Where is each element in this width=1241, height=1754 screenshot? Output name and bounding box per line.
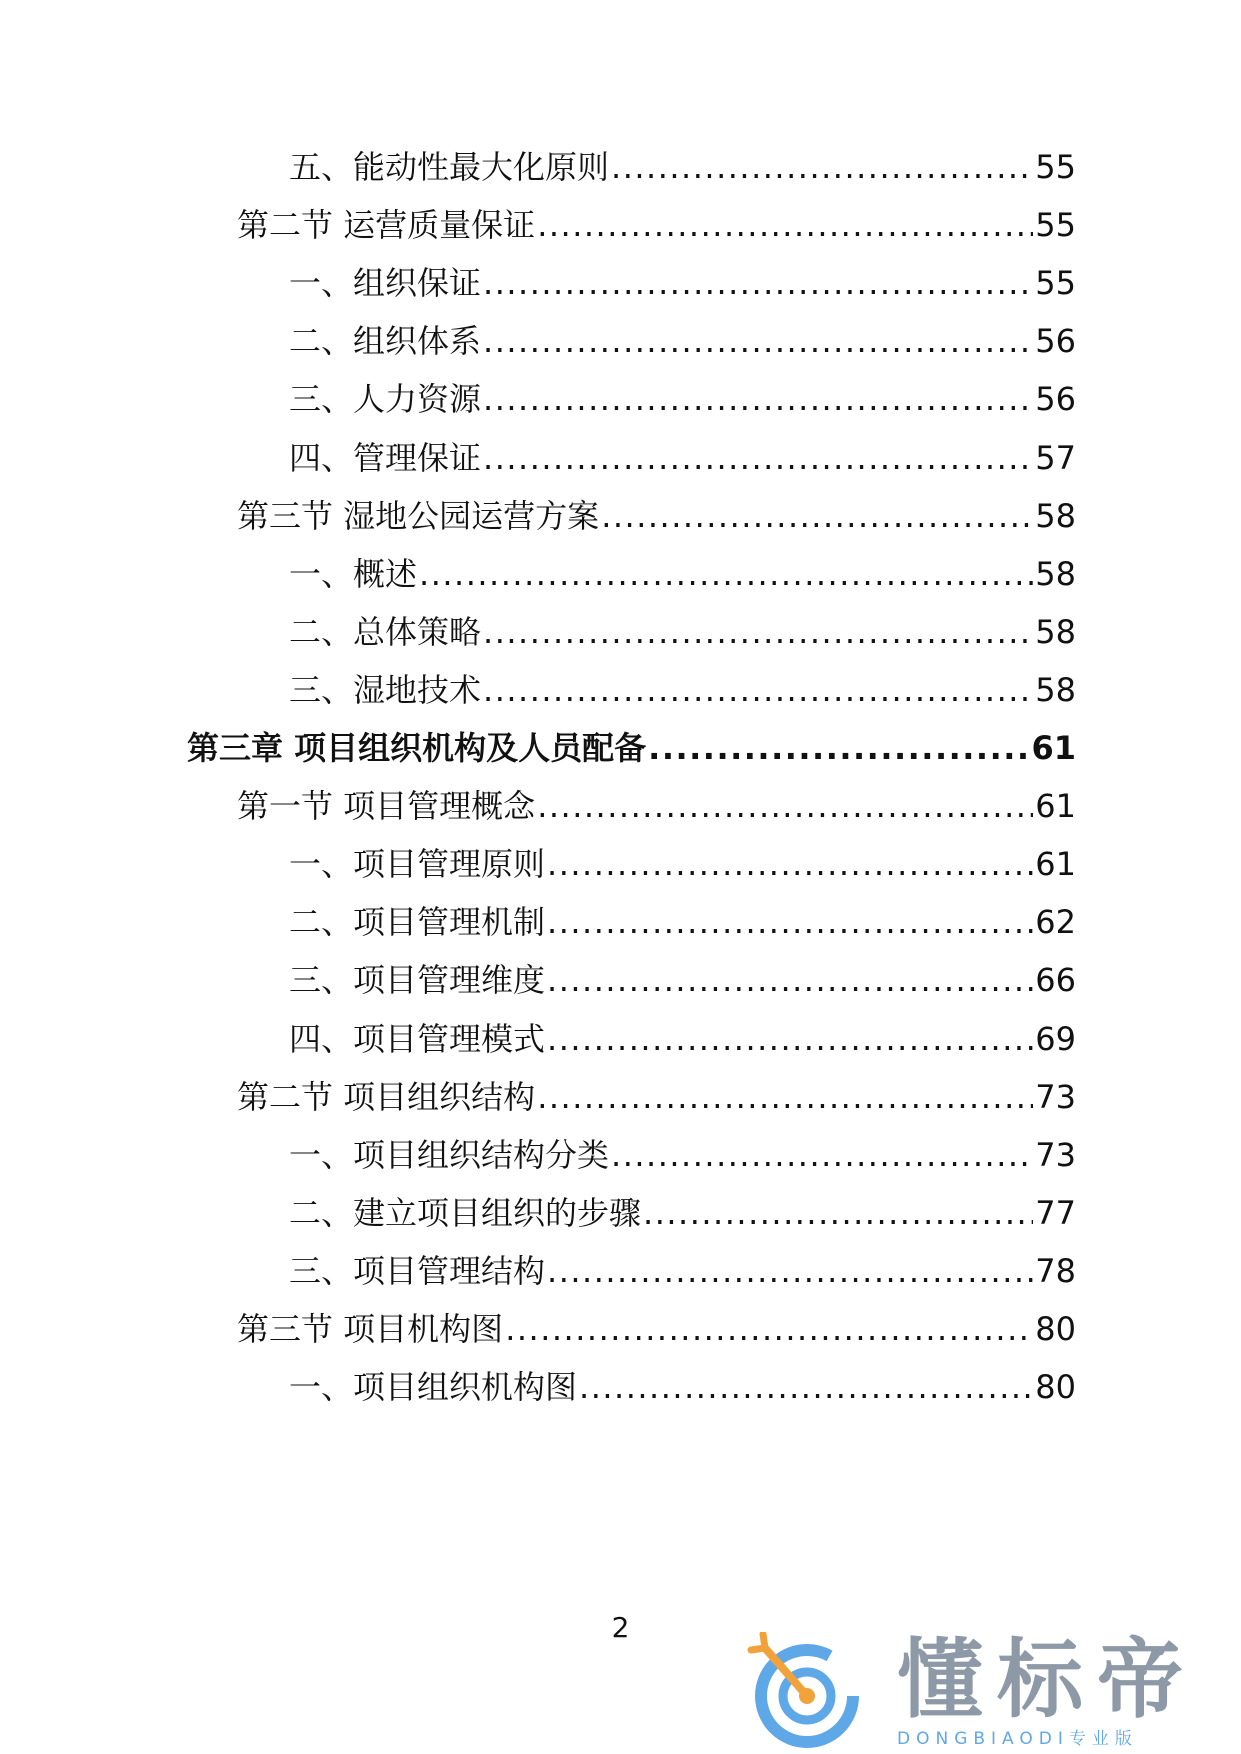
toc-dot-leader: [547, 1251, 1033, 1291]
toc-entry[interactable]: [289, 1251, 1076, 1291]
toc-entry-page: 77: [1035, 1194, 1076, 1232]
toc-entry[interactable]: [187, 728, 1076, 768]
toc-entry-page: 80: [1035, 1310, 1076, 1348]
toc-entry-page: 58: [1035, 497, 1076, 535]
toc-entry-page: 78: [1035, 1252, 1076, 1290]
toc-entry-title: 第一节 项目管理概念: [237, 787, 536, 825]
toc-entry-title: 二、总体策略: [289, 613, 482, 651]
toc-entry[interactable]: [237, 496, 1076, 536]
toc-entry[interactable]: [289, 670, 1076, 710]
toc-entry-title: 三、人力资源: [289, 380, 482, 418]
target-arrow-logo-icon: [745, 1632, 865, 1752]
toc-dot-leader: [505, 1309, 1033, 1349]
toc-dot-leader: [643, 1193, 1033, 1233]
toc-dot-leader: [419, 554, 1033, 594]
toc-entry-title: 三、项目管理维度: [289, 961, 546, 999]
toc-entry-page: 58: [1035, 671, 1076, 709]
toc-entry-title: 一、概述: [289, 555, 418, 593]
toc-entry-page: 55: [1035, 206, 1076, 244]
toc-dot-leader: [537, 1077, 1033, 1117]
toc-entry-title: 第三章 项目组织机构及人员配备: [187, 729, 647, 767]
toc-entry[interactable]: [289, 844, 1076, 884]
toc-dot-leader: [579, 1367, 1033, 1407]
toc-dot-leader: [483, 670, 1033, 710]
toc-entry-page: 58: [1035, 613, 1076, 651]
toc-dot-leader: [483, 438, 1033, 478]
toc-entry-page: 61: [1035, 787, 1076, 825]
toc-entry-page: 61: [1031, 729, 1076, 767]
toc-entry[interactable]: [237, 205, 1076, 245]
toc-entry-page: 66: [1035, 961, 1076, 999]
page-number: 2: [611, 1611, 630, 1644]
toc-entry-title: 二、建立项目组织的步骤: [289, 1194, 642, 1232]
toc-entry-title: 第二节 项目组织结构: [237, 1078, 536, 1116]
toc-entry-title: 一、项目组织结构分类: [289, 1136, 610, 1174]
toc-entry-title: 五、能动性最大化原则: [289, 148, 610, 186]
watermark: [745, 1632, 1225, 1752]
toc-entry[interactable]: [237, 1309, 1076, 1349]
toc-entry-page: 55: [1035, 148, 1076, 186]
toc-entry-page: 73: [1035, 1078, 1076, 1116]
toc-entry[interactable]: [289, 554, 1076, 594]
watermark-subtitle: DONGBIAODI专业版: [897, 1729, 1138, 1749]
toc-entry-title: 第三节 项目机构图: [237, 1310, 504, 1348]
toc-entry-page: 62: [1035, 903, 1076, 941]
toc-entry-title: 四、管理保证: [289, 439, 482, 477]
toc-entry[interactable]: [289, 1135, 1076, 1175]
toc-entry-title: 一、项目组织机构图: [289, 1368, 578, 1406]
toc-dot-leader: [547, 844, 1033, 884]
toc-entry[interactable]: [289, 147, 1076, 187]
toc-entry-title: 二、项目管理机制: [289, 903, 546, 941]
toc-entry[interactable]: [289, 902, 1076, 942]
toc-entry[interactable]: [289, 1019, 1076, 1059]
toc-entry-page: 57: [1035, 439, 1076, 477]
toc-entry-page: 61: [1035, 845, 1076, 883]
toc-entry[interactable]: [289, 263, 1076, 303]
toc-dot-leader: [611, 1135, 1033, 1175]
toc-entry[interactable]: [289, 1193, 1076, 1233]
toc-dot-leader: [547, 902, 1033, 942]
toc-entry-page: 55: [1035, 264, 1076, 302]
toc-dot-leader: [547, 1019, 1033, 1059]
toc-entry[interactable]: [289, 612, 1076, 652]
toc-dot-leader: [611, 147, 1033, 187]
toc-dot-leader: [547, 960, 1033, 1000]
toc-entry-page: 56: [1035, 322, 1076, 360]
watermark-brand: 懂标帝: [897, 1630, 1197, 1730]
toc-dot-leader: [537, 205, 1033, 245]
toc-entry[interactable]: [237, 1077, 1076, 1117]
toc-entry-title: 三、项目管理结构: [289, 1252, 546, 1290]
toc-dot-leader: [537, 786, 1033, 826]
toc-dot-leader: [483, 321, 1033, 361]
toc-entry-title: 第二节 运营质量保证: [237, 206, 536, 244]
toc-entry-page: 80: [1035, 1368, 1076, 1406]
toc-entry-title: 一、组织保证: [289, 264, 482, 302]
toc-entry-title: 第三节 湿地公园运营方案: [237, 497, 600, 535]
toc-entry[interactable]: [289, 379, 1076, 419]
toc-entry[interactable]: [289, 438, 1076, 478]
toc-entry-title: 一、项目管理原则: [289, 845, 546, 883]
toc-dot-leader: [648, 728, 1029, 768]
toc-entry-page: 73: [1035, 1136, 1076, 1174]
toc-dot-leader: [601, 496, 1033, 536]
toc-entry-title: 三、湿地技术: [289, 671, 482, 709]
toc-entry[interactable]: [289, 1367, 1076, 1407]
toc-entry-title: 四、项目管理模式: [289, 1020, 546, 1058]
toc-entry-page: 58: [1035, 555, 1076, 593]
toc-dot-leader: [483, 379, 1033, 419]
toc-dot-leader: [483, 612, 1033, 652]
toc-entry-page: 56: [1035, 380, 1076, 418]
toc-entry[interactable]: [289, 960, 1076, 1000]
toc-entry[interactable]: [237, 786, 1076, 826]
toc-entry-title: 二、组织体系: [289, 322, 482, 360]
toc-entry-page: 69: [1035, 1020, 1076, 1058]
toc-dot-leader: [483, 263, 1033, 303]
toc-entry[interactable]: [289, 321, 1076, 361]
